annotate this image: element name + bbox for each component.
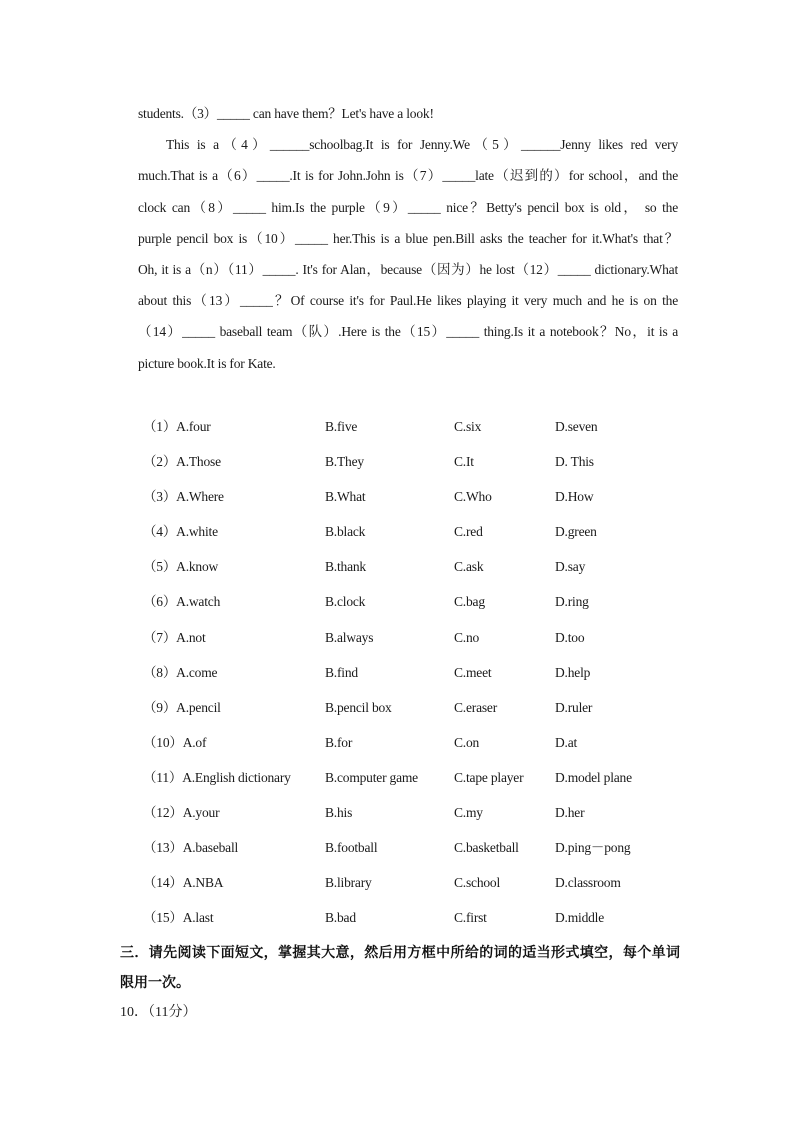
option-row bbox=[143, 726, 663, 761]
option-b: B.bad bbox=[325, 910, 356, 926]
option-a bbox=[143, 445, 221, 478]
option-row bbox=[143, 691, 663, 726]
option-a bbox=[143, 761, 291, 794]
option-d: D. This bbox=[555, 454, 594, 470]
option-a bbox=[143, 410, 211, 443]
option-d: D.ruler bbox=[555, 699, 593, 715]
option-d: D.help bbox=[555, 664, 591, 680]
question-number: （11） bbox=[143, 769, 183, 785]
option-d: D.classroom bbox=[555, 875, 621, 891]
option-c: C.my bbox=[454, 805, 483, 821]
passage-line: students.（3）_____ can have them？Let's have a look! bbox=[138, 106, 434, 121]
option-a bbox=[143, 621, 206, 654]
section-heading bbox=[120, 938, 680, 998]
section-instruction-line: 三．请先阅读下面短文，掌握其大意，然后用方框中所给的词的适当形式填空，每个单词 bbox=[120, 945, 680, 961]
option-c: C.eraser bbox=[454, 699, 498, 715]
option-a bbox=[143, 726, 206, 759]
question-number: （10） bbox=[143, 734, 183, 750]
option-row bbox=[143, 831, 663, 866]
question-number: （15） bbox=[143, 910, 183, 926]
option-b: B.five bbox=[325, 419, 358, 434]
option-a-text: A.Where bbox=[176, 489, 224, 505]
option-a bbox=[143, 901, 213, 934]
option-a-text: A.of bbox=[182, 734, 207, 750]
question-number: （4） bbox=[143, 524, 177, 540]
option-row bbox=[143, 585, 663, 620]
option-row bbox=[143, 480, 663, 515]
option-c: C.six bbox=[454, 419, 482, 434]
question-number: （6） bbox=[143, 594, 177, 610]
option-b: B.for bbox=[325, 734, 353, 750]
passage-line: picture book.It is for Kate. bbox=[138, 355, 276, 371]
option-row bbox=[143, 621, 663, 656]
passage-line: purple pencil box is（10）_____ her.This is a blue pen.Bill asks the teacher for it.What's that？ bbox=[138, 230, 678, 246]
question-number: （2） bbox=[143, 454, 177, 470]
option-c: C.basketball bbox=[454, 840, 519, 856]
option-a bbox=[143, 656, 217, 689]
question-number-label: 10．（11分） bbox=[120, 1005, 197, 1020]
option-b: B.computer game bbox=[325, 769, 418, 785]
option-row bbox=[143, 866, 663, 901]
option-c: C.It bbox=[454, 454, 474, 470]
option-a-text: A.white bbox=[176, 524, 218, 540]
option-a-text: A.not bbox=[176, 629, 206, 645]
question-number: （5） bbox=[143, 559, 177, 575]
option-b: B.What bbox=[325, 489, 366, 505]
option-d: D.How bbox=[555, 489, 594, 505]
option-d: D.ping－pong bbox=[555, 840, 631, 856]
option-c: C.bag bbox=[454, 594, 485, 610]
option-a bbox=[143, 585, 220, 618]
option-d: D.at bbox=[555, 734, 578, 750]
option-a-text: A.pencil bbox=[176, 699, 221, 715]
question-number: （1） bbox=[143, 419, 177, 434]
question-number: （9） bbox=[143, 699, 177, 715]
option-a-text: A.English dictionary bbox=[182, 769, 291, 785]
option-a-text: A.Those bbox=[176, 454, 221, 470]
option-row bbox=[143, 901, 663, 936]
option-a-text: A.last bbox=[182, 910, 214, 926]
question-number: （8） bbox=[143, 664, 177, 680]
option-row bbox=[143, 796, 663, 831]
option-row bbox=[143, 656, 663, 691]
option-c: C.tape player bbox=[454, 769, 524, 785]
option-b: B.find bbox=[325, 664, 358, 680]
option-d: D.ring bbox=[555, 594, 589, 610]
option-c: C.ask bbox=[454, 559, 484, 575]
option-c: C.red bbox=[454, 524, 483, 540]
option-d: D.green bbox=[555, 524, 597, 540]
option-a-text: A.NBA bbox=[182, 875, 224, 891]
option-b: B.always bbox=[325, 629, 374, 645]
option-b: B.pencil box bbox=[325, 699, 392, 715]
option-d: D.say bbox=[555, 559, 586, 575]
option-b: B.They bbox=[325, 454, 364, 470]
option-a bbox=[143, 550, 218, 583]
option-a-text: A.your bbox=[182, 805, 220, 821]
passage-line: This is a（4）______schoolbag.It is for Jenny.We（5）______Jenny likes red very bbox=[166, 137, 678, 153]
option-c: C.meet bbox=[454, 664, 492, 680]
option-a bbox=[143, 796, 219, 829]
question-number: （3） bbox=[143, 489, 177, 505]
option-a bbox=[143, 480, 224, 513]
option-a-text: A.come bbox=[176, 664, 218, 680]
option-row bbox=[143, 410, 663, 445]
option-b: B.library bbox=[325, 875, 372, 891]
option-d: D.too bbox=[555, 629, 585, 645]
question-number: （12） bbox=[143, 805, 183, 821]
option-c: C.on bbox=[454, 734, 480, 750]
passage-line: （14）_____ baseball team（队）.Here is the（15）_____ thing.Is it a notebook？No，it is a bbox=[138, 324, 678, 340]
answer-options bbox=[143, 410, 663, 936]
passage-line: clock can（8）_____ him.Is the purple（9）_____ nice？Betty's pencil box is old， so the bbox=[138, 199, 678, 215]
option-b: B.clock bbox=[325, 594, 366, 610]
option-a bbox=[143, 866, 223, 899]
option-row bbox=[143, 515, 663, 550]
option-c: C.school bbox=[454, 875, 501, 891]
option-d: D.her bbox=[555, 805, 585, 821]
option-a bbox=[143, 691, 221, 724]
option-d: D.seven bbox=[555, 419, 598, 434]
option-b: B.his bbox=[325, 805, 353, 821]
passage-line: Oh, it is a（n）（11）_____. It's for Alan，because（因为）he lost（12）_____ dictionary.What bbox=[138, 261, 678, 277]
option-a-text: A.baseball bbox=[182, 840, 239, 856]
question-number: （13） bbox=[143, 840, 183, 856]
option-b: B.football bbox=[325, 840, 378, 856]
option-a-text: A.watch bbox=[176, 594, 221, 610]
option-b: B.black bbox=[325, 524, 366, 540]
passage-line: about this（13）_____？Of course it's for Paul.He likes playing it very much and he is on the bbox=[138, 293, 678, 309]
option-d: D.model plane bbox=[555, 769, 632, 785]
option-c: C.Who bbox=[454, 489, 492, 505]
option-row bbox=[143, 445, 663, 480]
option-row bbox=[143, 761, 663, 796]
option-c: C.first bbox=[454, 910, 487, 926]
option-d: D.middle bbox=[555, 910, 605, 926]
option-a bbox=[143, 515, 218, 548]
option-a-text: A.four bbox=[176, 419, 211, 434]
cloze-passage bbox=[138, 98, 678, 379]
section-instruction-line: 限用一次。 bbox=[120, 975, 190, 991]
option-a bbox=[143, 831, 238, 864]
option-a-text: A.know bbox=[176, 559, 219, 575]
question-number: （14） bbox=[143, 875, 183, 891]
option-b: B.thank bbox=[325, 559, 366, 575]
option-c: C.no bbox=[454, 629, 480, 645]
option-row bbox=[143, 550, 663, 585]
passage-line: much.That is a（6）_____.It is for John.John is（7）_____late（迟到的）for school，and the bbox=[138, 168, 678, 184]
question-number: （7） bbox=[143, 629, 177, 645]
